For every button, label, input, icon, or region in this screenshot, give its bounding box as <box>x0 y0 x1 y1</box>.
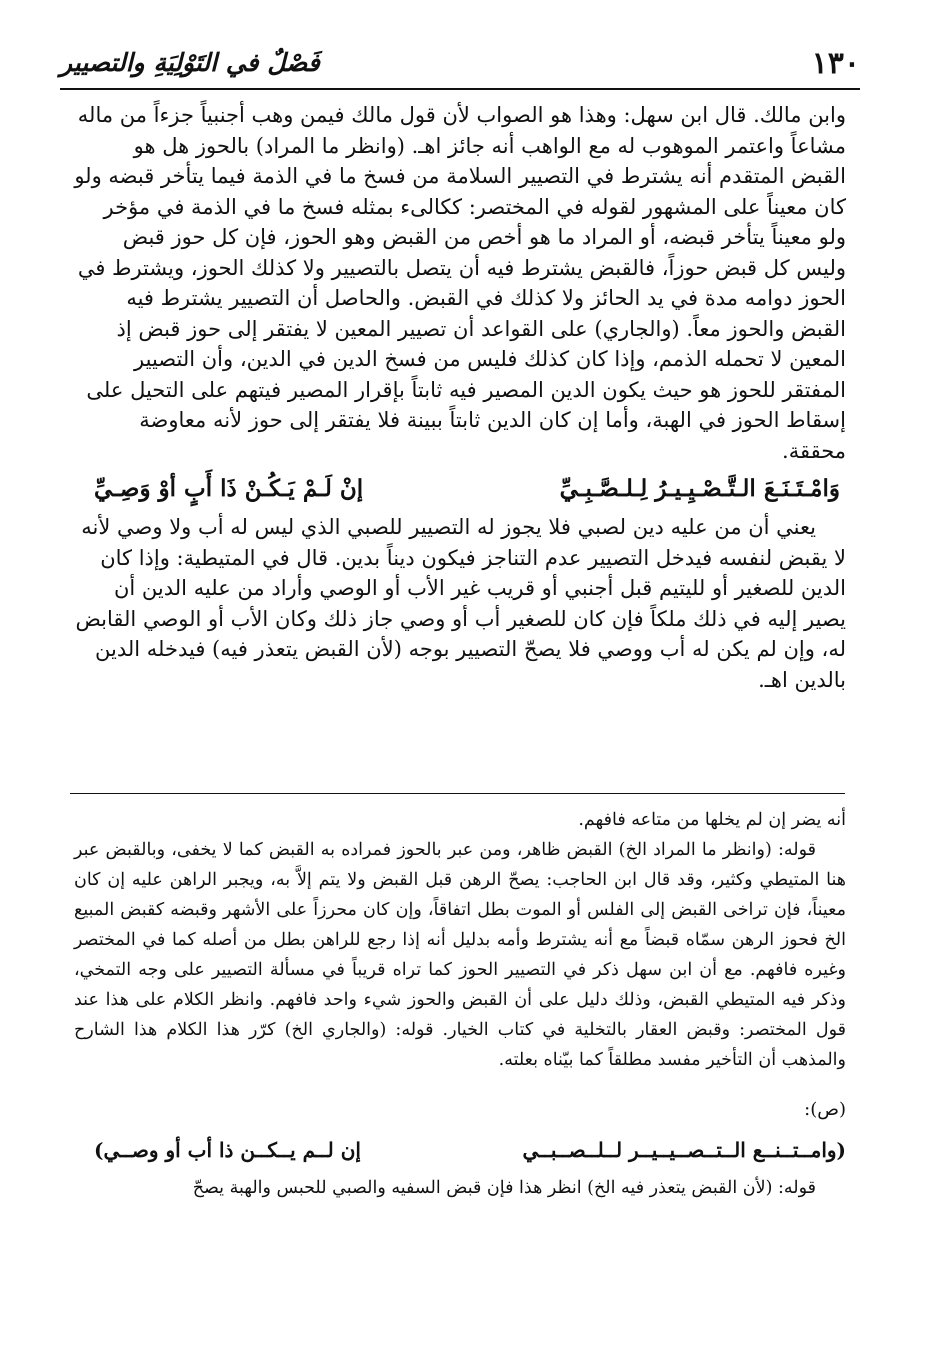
main-text <box>74 100 846 695</box>
footnotes <box>74 805 846 1203</box>
footnote-verse-first: (وامــتــنــع الــتــصــيــيــر لــلــصــبــي <box>522 1138 846 1162</box>
page-header <box>60 40 860 90</box>
main-paragraph-1: وابن مالك. قال ابن سهل: وهذا هو الصواب لأن قول مالك فيمن وهب أجنبياً جزءاً من ماله مشاعاً واعتمر الموهوب له مع الواهب أنه جائز اهـ. (وانظر ما المراد) بالحوز هل هو القبض المتقدم أنه يشترط في التصيير السلامة من فسخ ما في الذمة فيما يتأخر قبضه ولو كان معيناً على المشهور لقوله في المختصر: ككالىء بمثله فسخ ما في الذمة في مؤخر ولو معيناً يتأخر قبضه، أو المراد ما هو أخص من القبض وهو الحوز، فإن كل حوز قبض وليس كل قبض حوزاً، فالقبض يشترط فيه أن يتصل بالتصيير ولا كذلك الحوز، ويشترط في الحوز دوامه مدة في يد الحائز ولا كذلك في القبض. والحاصل أن التصيير يشترط فيه القبض والحوز معاً. (والجاري) على القواعد أن تصيير المعين لا يفتقر إلى حوز قبض إذ المعين لا تحمله الذمم، وإذا كان كذلك فليس من فسخ الدين في الدين، وأن التصيير المفتقر للحوز هو حيث يكون الدين المصير فيه ثابتاً بإقرار المصير فيتهم على التحيل على إسقاط الحوز في الهبة، وأما إن كان الدين ثابتاً ببينة فلا يفتقر إلى حوز لأنه معاوضة محققة. <box>74 103 846 463</box>
sad-label: (ص): <box>804 1099 846 1120</box>
footnote-verse-second: إن لــم يــكــن ذا أب أو وصــي) <box>94 1138 361 1162</box>
footnote-last-line: قوله: (لأن القبض يتعذر فيه الخ) انظر هذا فإن قبض السفيه والصبي للحبس والهبة يصحّ <box>192 1178 816 1198</box>
footnote-line-1: أنه يضر إن لم يخلها من متاعه فافهم. <box>578 810 846 830</box>
footnote-divider <box>70 793 845 794</box>
page-number: ١٣٠ <box>811 46 860 81</box>
chapter-title: فَصْلٌ في التَوْلِيَةِ والتصيير <box>60 48 320 77</box>
verse-first-hemistich: وَامْـتَـنَـعَ الـتَّـصْـيِـيـرُ لِـلـصَّـبِـيِّ <box>559 475 840 502</box>
verse-second-hemistich: إنْ لَـمْ يَـكُـنْ ذَا أَبٍ أوْ وَصِـيِّ <box>94 475 364 502</box>
footnote-paragraph-1: قوله: (وانظر ما المراد الخ) القبض ظاهر، ومن عبر بالحوز فمراده به القبض كما لا يخفى، وبالقبض عبر هنا المتيطي وكثير، وقد قال ابن الحاجب: يصحّ الرهن قبل القبض ولا يتم إلاَّ به، ويجبر الراهن عليه إن كان معيناً، فإن تراخى القبض إلى الفلس أو الموت بطل اتفاقاً، وإن كان محرزاً على الأشهر وقبضه كقبض المبيع الخ فحوز الرهن سمّاه قبضاً مع أنه يشترط وأمه بدليل أنه إذا رجع للراهن بطل من أصله كما في المختصر وغيره فافهم. مع أن ابن سهل ذكر في التصيير الحوز كما تراه قريباً في مسألة التصيير على وجه التمخي، وذكر فيه المتيطي القبض، وذلك دليل على أن القبض والحوز شيء واحد فافهم. وانظر الكلام على هذا عند قول المختصر: وقبض العقار بالتخلية في كتاب الخيار. قوله: (والجاري الخ) كرّر هذا الكلام هذا الشارح والمذهب أن التأخير مفسد مطلقاً كما بيّناه بعلته. <box>74 840 846 1070</box>
main-paragraph-2: يعني أن من عليه دين لصبي فلا يجوز له التصيير للصبي الذي ليس له أب ولا وصي لأنه لا يقبض لنفسه فيدخل التصيير عدم التناجز فيكون ديناً بدين. قال في المتيطية: وإذا كان الدين للصغير أو لليتيم قبل أجنبي أو قريب غير الأب أو الوصي وأراد من عليه الدين أن يصير إليه في ذلك ملكاً فإن كان للصغير أب أو وصي جاز ذلك وكان الأب أو الوصي القابض له، وإن لم يكن له أب ووصي فلا يصحّ التصيير بوجه (لأن القبض يتعذر فيه) فيدخله الدين بالدين اهـ. <box>75 515 846 692</box>
verse-line <box>94 470 840 508</box>
footnote-verse-line <box>94 1133 846 1167</box>
